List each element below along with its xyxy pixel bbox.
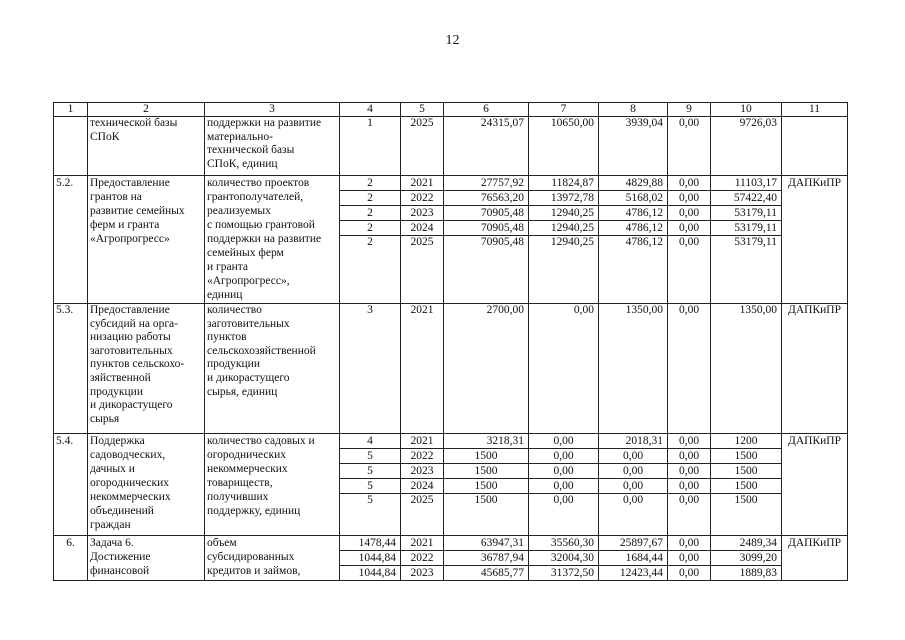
indicator-value: 2 <box>340 206 401 221</box>
amount-total: 45685,77 <box>444 566 529 581</box>
amount-total: 2700,00 <box>444 304 529 434</box>
header-cell: 7 <box>529 103 599 117</box>
year-cell: 2022 <box>401 551 444 566</box>
table-row <box>54 434 848 449</box>
indicator-value: 1478,44 <box>340 536 401 551</box>
indicator-value: 1044,84 <box>340 551 401 566</box>
amount-col7: 0,00 <box>529 479 599 494</box>
amount-col8: 0,00 <box>599 494 668 536</box>
year-cell: 2024 <box>401 221 444 236</box>
year-cell: 2021 <box>401 176 444 191</box>
amount-col10: 53179,11 <box>711 236 782 304</box>
amount-col8: 4829,88 <box>599 176 668 191</box>
amount-total: 36787,94 <box>444 551 529 566</box>
amount-col8: 25897,67 <box>599 536 668 551</box>
amount-col10: 2489,34 <box>711 536 782 551</box>
amount-col10: 1500 <box>711 449 782 464</box>
amount-col9: 0,00 <box>668 464 711 479</box>
year-cell: 2025 <box>401 236 444 304</box>
amount-col7: 0,00 <box>529 494 599 536</box>
measure-name: Предоставление грантов на развитие семейных ферм и гранта «Агропрогресс» <box>88 176 205 304</box>
header-cell: 9 <box>668 103 711 117</box>
amount-total: 1500 <box>444 449 529 464</box>
indicator-name: количество садовых и огороднических некоммерческих товариществ, получивших поддержку, единиц <box>205 434 340 536</box>
measure-name: Задача 6. Достижение финансовой <box>88 536 205 581</box>
executor-cell: ДАПКиПР <box>782 176 848 304</box>
year-cell: 2025 <box>401 117 444 176</box>
amount-col9: 0,00 <box>668 494 711 536</box>
amount-total: 70905,48 <box>444 236 529 304</box>
amount-col9: 0,00 <box>668 536 711 551</box>
row-number: 5.2. <box>54 176 88 304</box>
amount-col8: 4786,12 <box>599 206 668 221</box>
amount-col9: 0,00 <box>668 566 711 581</box>
header-row <box>54 103 848 117</box>
amount-col7: 0,00 <box>529 464 599 479</box>
amount-col9: 0,00 <box>668 176 711 191</box>
header-cell: 4 <box>340 103 401 117</box>
amount-col7: 32004,30 <box>529 551 599 566</box>
indicator-name: количество заготовительных пунктов сельскохозяйственной продукции и дикорастущего сырья, единиц <box>205 304 340 434</box>
amount-col7: 11824,87 <box>529 176 599 191</box>
year-cell: 2021 <box>401 536 444 551</box>
amount-col7: 31372,50 <box>529 566 599 581</box>
amount-col9: 0,00 <box>668 551 711 566</box>
indicator-value: 2 <box>340 236 401 304</box>
header-cell: 6 <box>444 103 529 117</box>
amount-col7: 12940,25 <box>529 206 599 221</box>
amount-total: 70905,48 <box>444 206 529 221</box>
amount-col10: 53179,11 <box>711 221 782 236</box>
year-cell: 2022 <box>401 191 444 206</box>
executor-cell: ДАПКиПР <box>782 536 848 581</box>
amount-col7: 12940,25 <box>529 221 599 236</box>
year-cell: 2021 <box>401 304 444 434</box>
amount-col7: 13972,78 <box>529 191 599 206</box>
indicator-value: 5 <box>340 449 401 464</box>
amount-col9: 0,00 <box>668 191 711 206</box>
amount-col10: 1500 <box>711 494 782 536</box>
year-cell: 2023 <box>401 464 444 479</box>
amount-col8: 0,00 <box>599 479 668 494</box>
year-cell: 2025 <box>401 494 444 536</box>
amount-total: 3218,31 <box>444 434 529 449</box>
amount-col8: 1684,44 <box>599 551 668 566</box>
amount-col10: 11103,17 <box>711 176 782 191</box>
header-cell: 8 <box>599 103 668 117</box>
amount-total: 24315,07 <box>444 117 529 176</box>
amount-col9: 0,00 <box>668 117 711 176</box>
table-row <box>54 536 848 551</box>
indicator-value: 5 <box>340 479 401 494</box>
program-table <box>53 102 848 581</box>
amount-col8: 1350,00 <box>599 304 668 434</box>
row-number <box>54 117 88 176</box>
amount-total: 27757,92 <box>444 176 529 191</box>
indicator-value: 4 <box>340 434 401 449</box>
table-row <box>54 304 848 434</box>
amount-col8: 0,00 <box>599 464 668 479</box>
amount-col9: 0,00 <box>668 206 711 221</box>
indicator-value: 2 <box>340 176 401 191</box>
indicator-value: 5 <box>340 494 401 536</box>
table-row <box>54 176 848 191</box>
header-cell: 1 <box>54 103 88 117</box>
header-cell: 2 <box>88 103 205 117</box>
amount-col8: 4786,12 <box>599 221 668 236</box>
amount-col8: 4786,12 <box>599 236 668 304</box>
table-row <box>54 117 848 176</box>
indicator-name: объем субсидированных кредитов и займов, <box>205 536 340 581</box>
amount-col10: 1200 <box>711 434 782 449</box>
amount-col7: 0,00 <box>529 304 599 434</box>
row-number: 5.3. <box>54 304 88 434</box>
amount-total: 1500 <box>444 464 529 479</box>
indicator-value: 3 <box>340 304 401 434</box>
indicator-value: 1044,84 <box>340 566 401 581</box>
indicator-name: поддержки на развитие материально- технической базы СПоК, единиц <box>205 117 340 176</box>
executor-cell <box>782 117 848 176</box>
year-cell: 2024 <box>401 479 444 494</box>
amount-total: 76563,20 <box>444 191 529 206</box>
amount-col8: 0,00 <box>599 449 668 464</box>
amount-col9: 0,00 <box>668 434 711 449</box>
header-cell: 10 <box>711 103 782 117</box>
amount-col7: 0,00 <box>529 434 599 449</box>
row-number: 6. <box>54 536 88 581</box>
amount-col9: 0,00 <box>668 449 711 464</box>
indicator-value: 2 <box>340 221 401 236</box>
measure-name: Предоставление субсидий на орга- низацию работы заготовительных пунктов сельскохо- зяйственной продукции и дикорастущего сырья <box>88 304 205 434</box>
indicator-value: 1 <box>340 117 401 176</box>
amount-col10: 53179,11 <box>711 206 782 221</box>
amount-col10: 57422,40 <box>711 191 782 206</box>
amount-col9: 0,00 <box>668 304 711 434</box>
amount-col10: 1889,83 <box>711 566 782 581</box>
amount-col7: 12940,25 <box>529 236 599 304</box>
year-cell: 2023 <box>401 206 444 221</box>
amount-col10: 3099,20 <box>711 551 782 566</box>
executor-cell: ДАПКиПР <box>782 304 848 434</box>
row-number: 5.4. <box>54 434 88 536</box>
measure-name: Поддержка садоводческих, дачных и огороднических некоммерческих объединений граждан <box>88 434 205 536</box>
amount-col7: 10650,00 <box>529 117 599 176</box>
header-cell: 3 <box>205 103 340 117</box>
header-cell: 11 <box>782 103 848 117</box>
amount-col8: 12423,44 <box>599 566 668 581</box>
indicator-value: 5 <box>340 464 401 479</box>
amount-col7: 35560,30 <box>529 536 599 551</box>
amount-total: 70905,48 <box>444 221 529 236</box>
amount-total: 1500 <box>444 494 529 536</box>
amount-col8: 2018,31 <box>599 434 668 449</box>
indicator-value: 2 <box>340 191 401 206</box>
amount-total: 63947,31 <box>444 536 529 551</box>
year-cell: 2023 <box>401 566 444 581</box>
amount-col10: 9726,03 <box>711 117 782 176</box>
amount-total: 1500 <box>444 479 529 494</box>
header-cell: 5 <box>401 103 444 117</box>
measure-name: технической базы СПоК <box>88 117 205 176</box>
amount-col9: 0,00 <box>668 479 711 494</box>
amount-col7: 0,00 <box>529 449 599 464</box>
amount-col8: 5168,02 <box>599 191 668 206</box>
indicator-name: количество проектов грантополучателей, реализуемых с помощью грантовой поддержки на развитие семейных ферм и гранта «Агропрогресс», единиц <box>205 176 340 304</box>
amount-col9: 0,00 <box>668 236 711 304</box>
amount-col10: 1350,00 <box>711 304 782 434</box>
year-cell: 2021 <box>401 434 444 449</box>
amount-col10: 1500 <box>711 464 782 479</box>
year-cell: 2022 <box>401 449 444 464</box>
amount-col8: 3939,04 <box>599 117 668 176</box>
amount-col10: 1500 <box>711 479 782 494</box>
executor-cell: ДАПКиПР <box>782 434 848 536</box>
page-number: 12 <box>445 33 460 48</box>
amount-col9: 0,00 <box>668 221 711 236</box>
